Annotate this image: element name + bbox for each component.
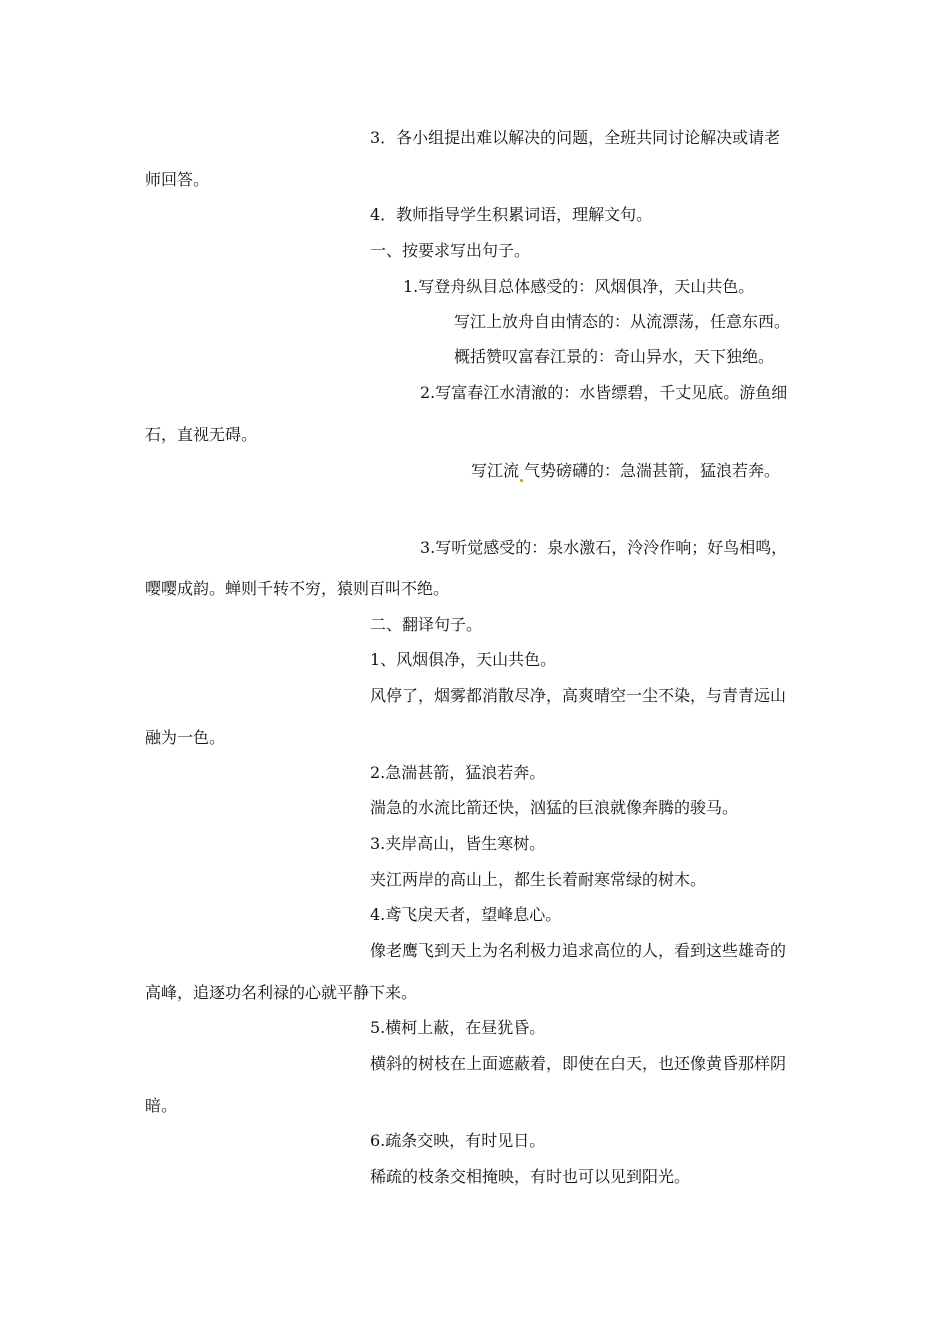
text-line: 风停了，烟雾都消散尽净，高爽晴空一尘不染，与青青远山 xyxy=(370,686,787,705)
text-line: 像老鹰飞到天上为名利极力追求高位的人，看到这些雄奇的 xyxy=(370,941,787,960)
text-line: 2.写富春江水清澈的：水皆缥碧，千丈见底。游鱼细 xyxy=(420,383,788,402)
section-heading: 二、翻译句子。 xyxy=(370,615,483,634)
text-line: 1、风烟俱净，天山共色。 xyxy=(370,650,557,669)
text-line: 3.夹岸高山，皆生寒树。 xyxy=(370,834,546,853)
text-line: 4．教师指导学生积累词语，理解文句。 xyxy=(370,205,653,224)
text-line: 4.鸢飞戾天者，望峰息心。 xyxy=(370,905,562,924)
text-line: 5.横柯上蔽，在昼犹昏。 xyxy=(370,1018,546,1037)
text-line: 高峰，追逐功名利禄的心就平静下来。 xyxy=(145,983,418,1002)
text-line: 嘤嘤成韵。蝉则千转不穷，猿则百叫不绝。 xyxy=(145,579,450,598)
text-line: 融为一色。 xyxy=(145,728,226,747)
text-line: 2.急湍甚箭，猛浪若奔。 xyxy=(370,763,546,782)
text-line: 师回答。 xyxy=(145,170,210,189)
section-heading: 一、按要求写出句子。 xyxy=(370,241,531,260)
text-line: 写江上放舟自由情态的：从流漂荡，任意东西。 xyxy=(454,312,791,331)
text-line: 稀疏的枝条交相掩映，有时也可以见到阳光。 xyxy=(370,1167,691,1186)
text-line: 概括赞叹富春江景的：奇山异水，天下独绝。 xyxy=(454,347,775,366)
text-line: 3.写听觉感受的：泉水激石，泠泠作响；好鸟相鸣， xyxy=(420,538,788,557)
text-line: 6.疏条交映，有时见日。 xyxy=(370,1131,546,1150)
text-fragment: 气势磅礴的：急湍甚箭，猛浪若奔。 xyxy=(524,461,781,480)
text-line: 石，直视无碍。 xyxy=(145,425,258,444)
text-line: 暗。 xyxy=(145,1096,178,1115)
text-line: 湍急的水流比箭还快，汹猛的巨浪就像奔腾的骏马。 xyxy=(370,798,739,817)
mark-dot xyxy=(520,479,523,482)
text-line: 夹江两岸的高山上，都生长着耐寒常绿的树木。 xyxy=(370,870,707,889)
text-line: 3．各小组提出难以解决的问题，全班共同讨论解决或请老 xyxy=(370,128,781,147)
text-line xyxy=(471,460,780,482)
text-line: 横斜的树枝在上面遮蔽着，即使在白天，也还像黄昏那样阴 xyxy=(370,1054,787,1073)
text-line: 1.写登舟纵目总体感受的：风烟俱净，天山共色。 xyxy=(403,277,755,296)
text-fragment: 写江流 xyxy=(471,461,520,480)
